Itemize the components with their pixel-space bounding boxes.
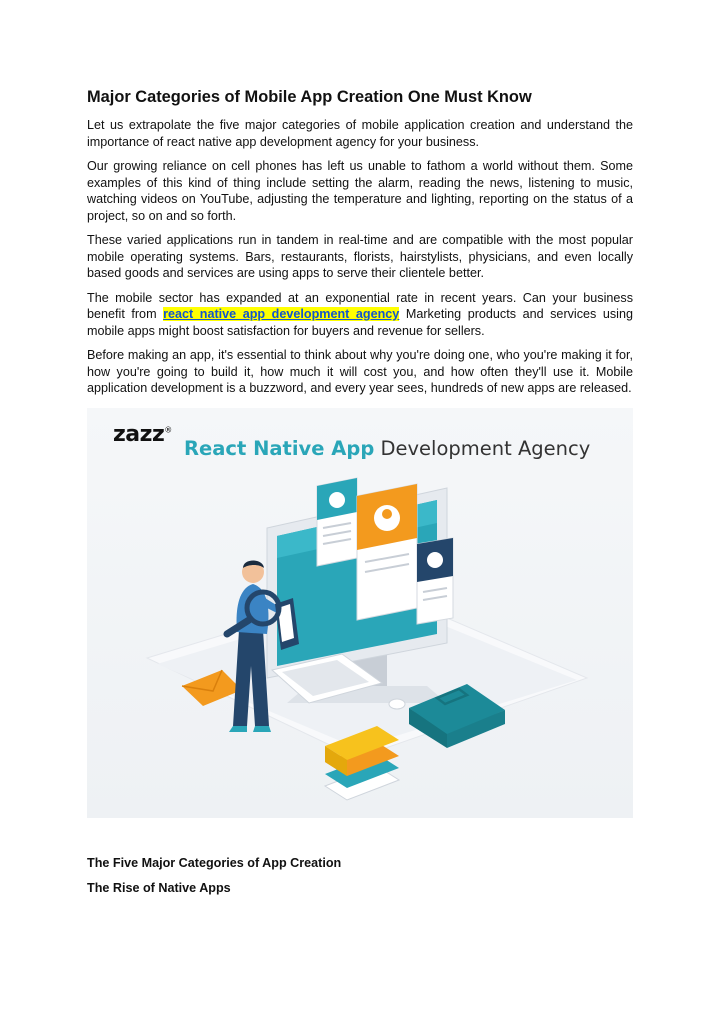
paragraph-text-after-link: Marketing products and services using mobile apps might boost satisfaction for buyers and revenue for sellers.	[87, 307, 633, 338]
logo-text: zazz	[113, 422, 165, 447]
banner-title	[184, 437, 590, 460]
banner-title-accent: React Native App	[184, 437, 375, 460]
paragraph-mobile-sector	[87, 290, 633, 340]
paragraph-before-making: Before making an app, it's essential to think about why you're doing one, who you're making it for, how you're going to build it, how much it will cost you, and how often they'll use it. Mobile application development is a buzzword, and every year sees, hundreds of new apps are released.	[87, 348, 633, 395]
banner-image	[87, 408, 633, 818]
logo-mark: ®	[164, 425, 172, 435]
profile-card-navy	[417, 538, 453, 624]
agency-link[interactable]: react native app development agency	[163, 307, 400, 321]
profile-card-teal	[317, 478, 357, 566]
paragraph-reliance: Our growing reliance on cell phones has left us unable to fathom a world without them. Some examples of this kind of thing include setting the alarm, reading the news, listening to music, watching videos on YouTube, adjusting the temperature and lighting, reporting on the status of a project, so on and so forth.	[87, 159, 633, 223]
banner-illustration	[87, 408, 633, 818]
zazz-logo	[113, 422, 172, 447]
paragraph-applications: These varied applications run in tandem in real-time and are compatible with the most popular mobile operating systems. Bars, restaurants, florists, hairstylists, physicians, and even locally based goods and services are using apps to serve their clientele better.	[87, 233, 633, 280]
mouse-icon	[389, 699, 405, 709]
heading-native-apps: The Rise of Native Apps	[87, 881, 231, 895]
profile-card-orange	[357, 484, 417, 620]
heading-five-categories: The Five Major Categories of App Creation	[87, 856, 342, 870]
paragraph-text-before-link: The mobile sector has expanded at an exponential rate in recent years. Can your business benefit from	[87, 290, 633, 321]
paragraph-intro: Let us extrapolate the five major categories of mobile application creation and understand the importance of react native app development agency for your business.	[87, 118, 633, 149]
banner-title-rest: Development Agency	[374, 437, 591, 460]
article-title: Major Categories of Mobile App Creation One Must Know	[87, 88, 532, 106]
article-body	[87, 86, 633, 405]
